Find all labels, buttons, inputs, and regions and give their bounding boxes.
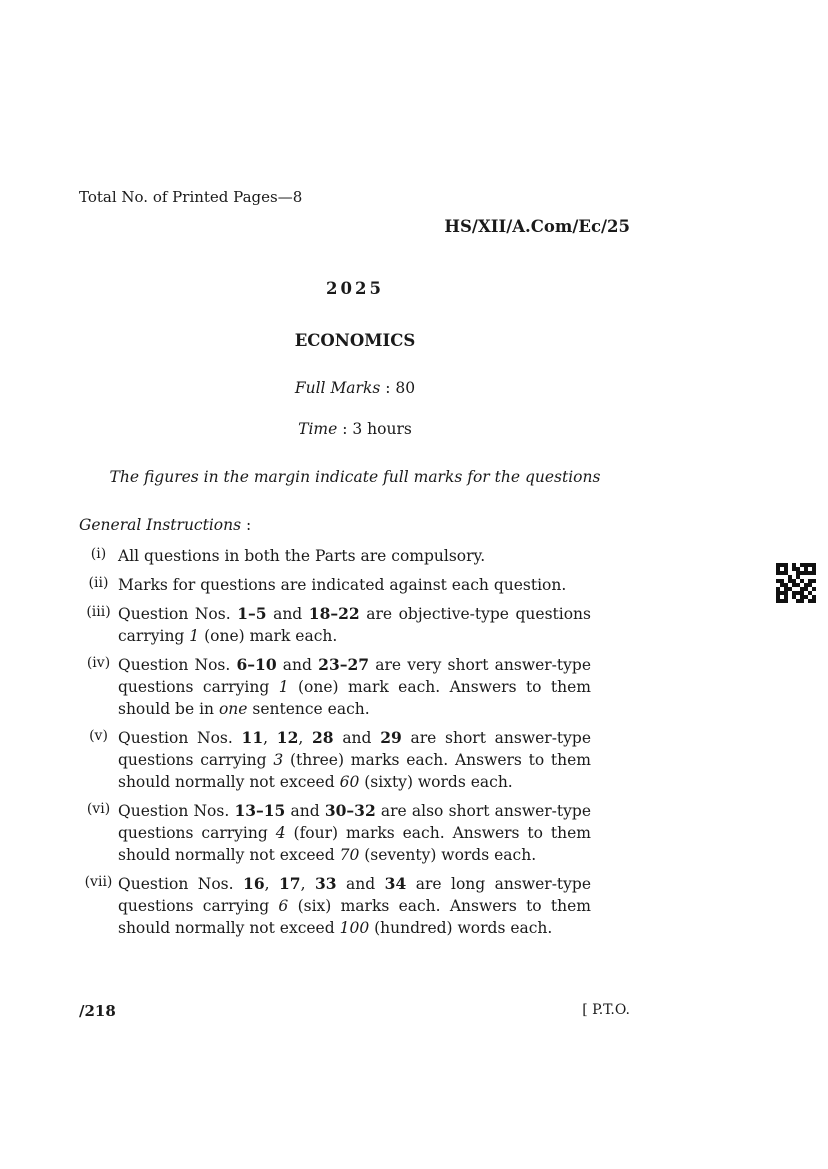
- instruction-number: (i): [90, 546, 107, 562]
- instruction-text: Marks for questions are indicated against each question.: [118, 576, 567, 594]
- instruction-item: [79, 800, 591, 866]
- instruction-text: Question Nos. 13–15 and 30–32 are also short answer-type questions carrying 4 (four) marks each. Answers to them should normally not exceed 70 (seventy) words each.: [118, 801, 591, 864]
- instruction-number: (v): [89, 728, 108, 744]
- instruction-number: (iii): [86, 604, 111, 620]
- instruction-text: Question Nos. 11, 12, 28 and 29 are short answer-type questions carrying 3 (three) marks each. Answers to them should normally not exceed 60 (sixty) words each.: [118, 728, 592, 791]
- instruction-text: Question Nos. 16, 17, 33 and 34 are long answer-type questions carrying 6 (six) marks each. Answers to them should normally not exceed 100 (hundred) words each.: [118, 874, 592, 937]
- full-marks-label: Full Marks: [294, 379, 381, 397]
- instruction-text: Question Nos. 1–5 and 18–22 are objective-type questions carrying 1 (one) mark each.: [118, 604, 591, 645]
- time-label: Time: [298, 420, 338, 438]
- subject-title: ECONOMICS: [294, 331, 416, 350]
- exam-year: 2025: [326, 279, 384, 298]
- instruction-item: [79, 873, 591, 939]
- qr-code-icon: [776, 563, 816, 603]
- instruction-number: (iv): [86, 655, 111, 671]
- instruction-number: (ii): [88, 575, 109, 591]
- page-code: /218: [79, 1002, 116, 1020]
- time-value: : 3 hours: [337, 420, 412, 438]
- instructions-title: General Instructions: [79, 516, 242, 534]
- printed-pages-count: Total No. of Printed Pages—8: [79, 188, 303, 206]
- instructions-heading: General Instructions :: [79, 516, 252, 534]
- instruction-number: (vi): [86, 801, 111, 817]
- full-marks: [260, 379, 450, 397]
- instruction-item: [79, 727, 591, 793]
- exam-time: [260, 420, 450, 438]
- margin-note: The figures in the margin indicate full marks for the questions: [109, 468, 601, 486]
- instruction-item: [79, 574, 591, 596]
- full-marks-value: : 80: [380, 379, 416, 397]
- instruction-item: [79, 603, 591, 647]
- instruction-number: (vii): [84, 874, 113, 890]
- instruction-item: [79, 545, 591, 567]
- instruction-text: Question Nos. 6–10 and 23–27 are very short answer-type questions carrying 1 (one) mark each. Answers to them should be in one sentence each.: [118, 655, 592, 718]
- instruction-item: [79, 654, 591, 720]
- instruction-text: All questions in both the Parts are compulsory.: [118, 547, 486, 565]
- instructions-list: [79, 545, 591, 946]
- pto-label: [ P.T.O.: [582, 1002, 630, 1018]
- paper-code: HS/XII/A.Com/Ec/25: [444, 217, 630, 236]
